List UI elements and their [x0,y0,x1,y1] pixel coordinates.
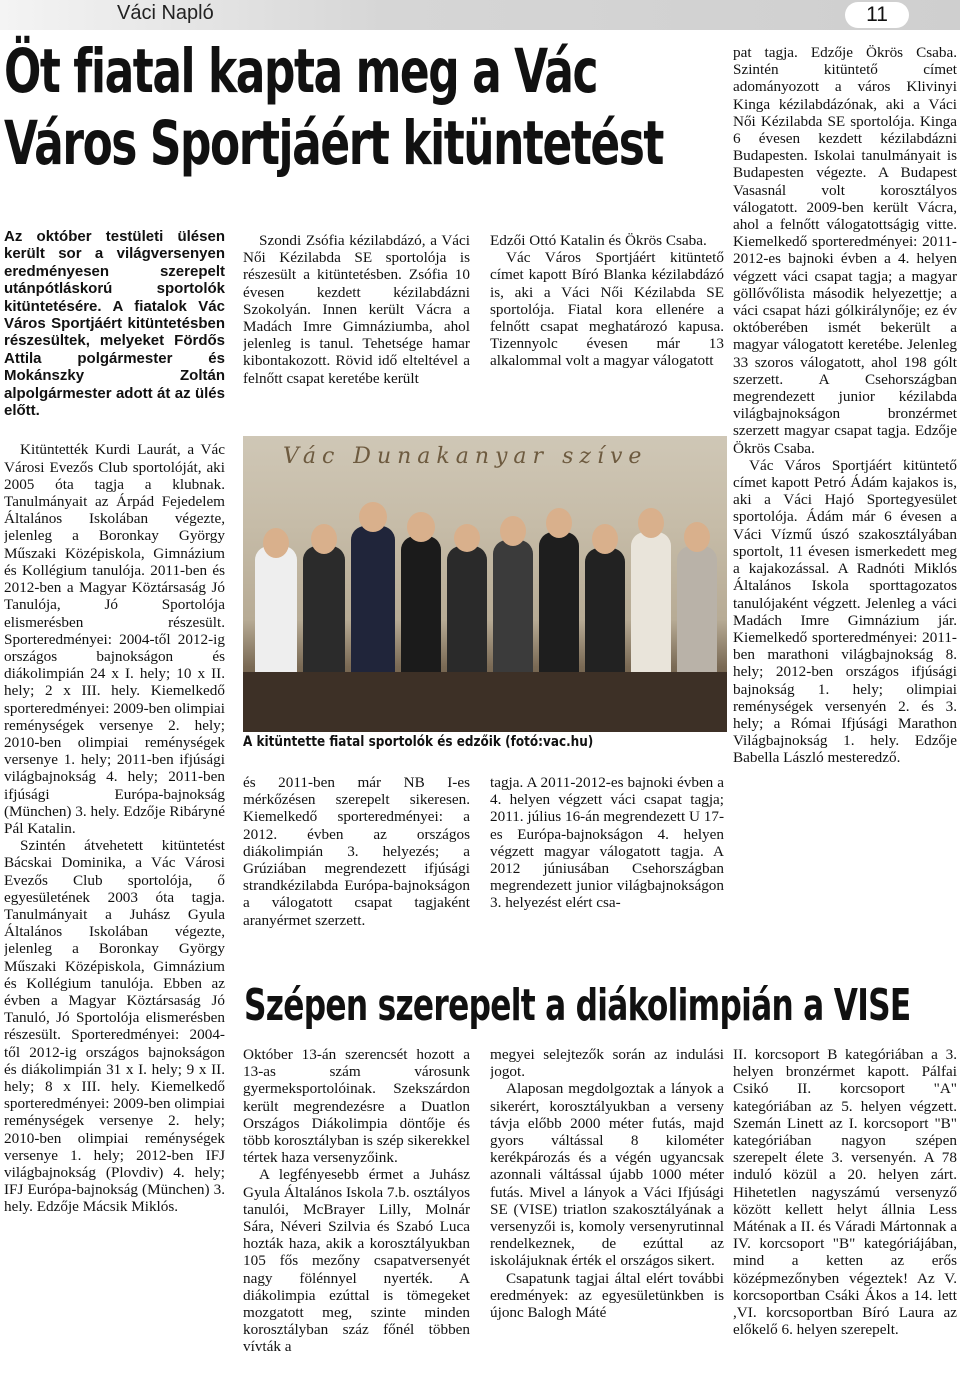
photo-head [263,528,289,558]
paragraph-vise-categories: II. korcsoport B kategóriában a 3. helyen bronzérmet kapott. Pálfai Csikó II. korcsoport "A" kategóriában az 5. helyen végzett. Szemán Linett az I. korcsoport "B" kategóriában nagyon szépen szerepelt élete 3. versenyén. A 78 induló közül a 20. helyen zárt. Hihetetlen nagyszámú versenyző között kellett helyt állnia Less Máténak a II. és Váradi Mártonnak a IV. korcsoport "B" kategóriájában, mind a ketten az erős középmezőnyben végeztek! Az V. korcsoportban Csáki Ákos a 14. lett ,VI. korcsoportban Bíró Laura az előkelő 6. helyen szerepelt. [733,1046,957,1339]
photo-banner-text: Vác Dunakanyar szíve [283,444,648,469]
article2-column-3 [733,1046,957,1398]
photo-head [500,516,526,546]
page-number: 11 [845,2,909,28]
headline-line-1: Öt fiatal kapta meg a Vác [4,36,598,107]
article2-column-2 [490,1046,724,1398]
article2-headline: Szépen szerepelt a diákolimpián a VISE [244,980,911,1031]
article1-column-3-top [490,232,724,432]
paragraph-vise-qualifiers: megyei selejtezők során az indulási jogot. [490,1046,724,1081]
article-lead: Az október testületi ülésen került sor a világversenyen eredményesen szerepelt utánpótláskorú sportolók kitüntetésére. A fiatalok Vác Város Sportjáért kitüntetésben részesültek, melyeket Fördős Attila polgármester és Mokánszky Zoltán alpolgármester adott át az ülés előtt. [4,228,225,420]
newspaper-name: Váci Napló [117,2,214,24]
photo-person [303,546,345,686]
paragraph-bacskai-dominika: Szintén átvehetett kitüntetést Bácskai Dominika, a Vác Városi Evezős Club sportolója, ő egyesületének 2003 óta tagja. Tanulmányait a Juhász Gyula Általános Iskolában végezte, jelenleg a Boronkay György Műszaki Középiskola, Gimnázium és Kollégium tanulója. Ebben az évben a Magyar Köztársaság Jó Tanuló, Jó Sportolója elismerésben részesült. Sporteredményei: 2004-től 2012-ig országos bajnokságon és diákolimpián 31 x I. hely; 9 x II. hely; 8 x III. hely. Kiemelkedő sporteredményei: 2009-ben olimpiai reménységek versenye 2. hely; 2010-ben olimpiai reménységek versenye 1. hely; 2012-ben IFJ világbajnokság (Plovdiv) 4. hely; IFJ Európa-bajnokság (München) 3. hely. Edzője Mácsik Miklós. [4,837,225,1216]
page-header-bar [0,0,960,30]
article2-column-1 [243,1046,470,1398]
photo-head [638,508,664,538]
photo-caption: A kitüntette fiatal sportolók és edzőik (fotó:vac.hu) [243,734,594,750]
photo-table [243,672,727,732]
paragraph-vise-race: Alaposan megdolgoztak a lányok a sikerért, korosztályukban a verseny távja előbb 2000 méter futás, majd gyors váltással 8 kilométer kerékpározás és a végén ugyancsak azonnali váltással újabb 1000 méter futás. Mivel a lányok a Váci Ifjúsági SE (VISE) triatlon szakosztályának a versenyzői is, komoly versenyrutinnal rendelkeznek, de ezúttal az iskolájuknak érték el országos sikert. [490,1080,724,1270]
paragraph-szondi-zsofia: Szondi Zsófia kézilabdázó, a Váci Női Kézilabda SE sportolója is részesült a kitüntetésben. Zsófia 10 évesen kezdett kézilabdázni Szokolyán. Innen került Vácra a Madách Imre Gimnáziumba, ahol jelenleg is tanul. Tehetsége hamar kibontakozott. Rövid idő elteltével a felnőtt csapat keretébe került [243,232,470,387]
article1-column-2-bottom [243,774,470,954]
article-headline [4,36,724,180]
photo-head [359,502,387,532]
article1-column-4 [733,44,957,960]
paragraph-vise-results: Csapatunk tagjai által elért további eredmények: az egyesületünkben is újonc Balogh Máté [490,1269,724,1322]
group-photo [243,436,727,732]
paragraph-vise-intro: Október 13-án szerencsét hozott a 13-as szám városunk gyermeksportolóinak. Szekszárdon került megrendezésre a Duatlon Országos Diákolimpia döntője és több korosztályban is szép sikerekkel tértek haza versenyzőink. [243,1046,470,1167]
paragraph-szondi-continued: és 2011-ben már NB I-es mérkőzésen szerepelt sikeresen. Kiemelkedő sporteredményei: a 2012. évben az országos diákolimpián 3. helyezés; a Grúziában megrendezett ifjúsági strandkézilabda Európa-bajnokságon a válogatott csapat tagjaként aranyérmet szerzett. [243,774,470,929]
article1-column-3-bottom [490,774,724,954]
photo-head [454,524,480,552]
photo-head [684,522,710,552]
photo-person [255,546,297,676]
paragraph-biro-blanka: Vác Város Sportjáért kitüntető címet kapott Bíró Blanka kézilabdázó is, aki a Váci Női Kézilabda SE sportolója. Fiatal kora ellenére a felnőtt csapat meghatározó kapusa. Tizennyolc évesen már 13 alkalommal volt a magyar válogatott [490,249,724,370]
article1-column-1 [4,228,225,1398]
paragraph-petro-adam: Vác Város Sportjáért kitüntető címet kapott Petró Ádám kajakos is, aki a Váci Hajó Sportegyesület sportolója. Ádám már 6 évesen a Váci Vízmű úszó szakosztályában sportolt, 11 évesen ismerkedett meg a kajakozással. A Radnóti Miklós Általános Iskola sporttagozatos tanulójaként végzett. Jelenleg a váci Madách Imre Gimnázium jár. Kiemelkedő sporteredményei: 2011-ben marathoni világbajnokság 8. hely; 2012-ben országos ifjúsági bajnokság 1. hely; olimpiai reménységek versenyén 2. és 3. hely; a Római Ifjúsági Marathon Világbajnokság 1. hely. Edzője Babella László mesteredző. [733,456,957,767]
photo-head [311,524,337,554]
paragraph-coaches: Edzői Ottó Katalin és Ökrös Csaba. [490,232,707,249]
paragraph-klivinyi-kinga: pat tagja. Edzője Ökrös Csaba. Szintén kitüntető címet adományozott a város Klivinyi Kinga kézilabdázónak, aki a Váci Női Kézilabda SE sportolója. Kinga 6 évesen kezdett kézilabdázni Budapesten. Iskolai tanulmányait is Budapesten végezte. A Budapest Vasasnál volt korosztályos válogatott. 2009-ben került Vácra, ahol a felnőtt válogatottságig vitte. Kiemelkedő sporteredményei: 2011-2012-es bajnoki évben a 4. helyen végzett váci csapat tagja; a magyar göllővőlista második helyezettje; a váci csapat házi gólkirálynője; ez év októberében ismét bekerült a magyar válogatott keretébe. Jelenleg 33 szoros válogatott, ahol 198 gólt szerzett. A Csehországban megrendezett junior kézilabda világbajnokságon bronzérmet szerzett magyar csapat tagja. Edzője Ökrös Csaba. [733,44,957,457]
paragraph-biro-continued: tagja. A 2011-2012-es bajnoki évben a 4. helyen végzett váci csapat tagja; 2011. július 16-án megrendezett U 17-es Európa-bajnokságon 4. helyen végzett magyar válogatott tagja. A 2012 júniusában Csehországban megrendezett junior világbajnokságon 3. helyezést elért csa- [490,774,724,912]
photo-head [407,512,435,542]
headline-line-2: Város Sportjáért kitüntetést [4,108,663,179]
paragraph-vise-winners: A legfényesebb érmet a Juhász Gyula Általános Iskola 7.b. osztályos tanulói, McBrayer Lilly, Molnár Sára, Néveri Szilvia és Szabó Luca hozták haza, akik a korosztályukban 105 fős mezőny csapatversenyét nagy fölénnyel nyerték. A diákolimpia ezúttal is tömegeket mozgatott meg, szinte minden korosztályban száz főnél többen vívták a [243,1166,470,1356]
photo-head [546,508,572,538]
photo-head [592,524,618,554]
article1-column-2-top [243,232,470,432]
paragraph-kurdi-laura: Kitüntették Kurdi Laurát, a Vác Városi Evezős Club sportolóját, aki 2005 óta tagja a klubnak. Tanulmányait az Árpád Fejedelem Általános Iskolában végezte, jelenleg a Boronkay György Műszaki Középiskola, Gimnázium és Kollégium tanulója. 2011-ben és 2012-ben a Magyar Köztársaság Jó Tanulója, Jó Sportolója elismerésben részesült. Sporteredményei: 2004-től 2012-ig országos bajnokságon és diákolimpián 24 x I. hely; 10 x II. hely; 2 x III. hely. Kiemelkedő sporteredményei: 2009-ben olimpiai reménységek versenye 2. hely; 2010-ben olimpiai reménységek versenye 1. hely; 2011-ben ifjúsági világbajnokság 4. hely; 2011-ben ifjúsági Európa-bajnokság (München) 3. hely. Edzője Ribáryné Pál Katalin. [4,441,225,837]
photo-person [351,526,395,696]
